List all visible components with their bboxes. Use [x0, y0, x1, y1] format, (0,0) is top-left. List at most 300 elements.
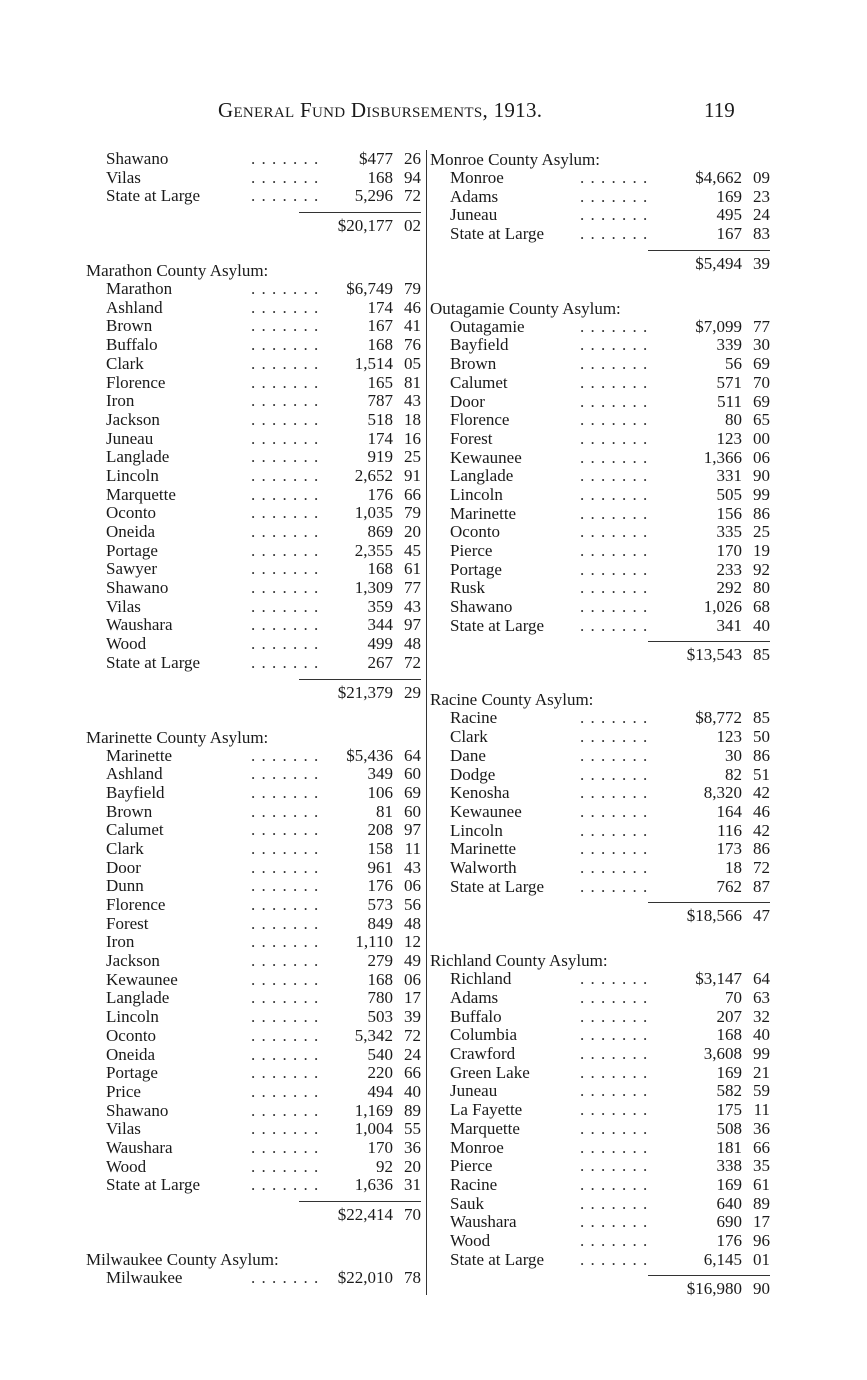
entry-dollars: $8,772: [695, 708, 742, 728]
table-row: [430, 747, 770, 766]
entry-name: State at Large: [106, 652, 201, 672]
entry-cents: 43: [404, 857, 421, 877]
table-row: [430, 1176, 770, 1195]
section-heading: Milwaukee County Asylum:: [86, 1250, 279, 1269]
entry-name: Calumet: [450, 372, 508, 392]
leader-dots: . . . . . . .: [580, 410, 649, 430]
entry-cents: 25: [404, 447, 421, 467]
entry-dollars: 5,296: [354, 186, 393, 206]
entry-dollars: 233: [716, 559, 742, 579]
leader-dots: . . . . . . .: [251, 876, 320, 896]
leader-dots: . . . . . . .: [251, 745, 320, 765]
table-row: [430, 542, 770, 561]
entry-name: Juneau: [450, 1081, 498, 1101]
entry-cents: 51: [753, 764, 770, 784]
entry-dollars: 181: [716, 1137, 742, 1157]
leader-dots: . . . . . . .: [580, 1174, 649, 1194]
table-row: [430, 1101, 770, 1120]
table-row: [430, 225, 770, 244]
entry-cents: 72: [404, 652, 421, 672]
total-dollars: $18,566: [686, 906, 742, 926]
entry-cents: 30: [753, 335, 770, 355]
section-gap: [430, 929, 770, 951]
entry-dollars: 919: [367, 447, 393, 467]
leader-dots: . . . . . . .: [251, 391, 320, 411]
entry-cents: 80: [753, 578, 770, 598]
leader-dots: . . . . . . .: [251, 615, 320, 635]
entry-dollars: $6,749: [346, 279, 393, 299]
entry-name: Ashland: [106, 297, 163, 317]
table-row: [86, 803, 421, 822]
entry-cents: 77: [753, 316, 770, 336]
entry-name: Forest: [106, 913, 149, 933]
leader-dots: . . . . . . .: [580, 764, 649, 784]
leader-dots: . . . . . . .: [580, 1006, 649, 1026]
table-row: [430, 784, 770, 803]
entry-cents: 79: [404, 279, 421, 299]
entry-cents: 42: [753, 820, 770, 840]
entry-name: Portage: [450, 559, 502, 579]
entry-name: Dodge: [450, 764, 496, 784]
entry-name: Clark: [450, 727, 488, 747]
leader-dots: . . . . . . .: [251, 1007, 320, 1027]
table-row: [430, 1082, 770, 1101]
leader-dots: . . . . . . .: [251, 559, 320, 579]
page-title: General Fund Disbursements, 1913.: [218, 98, 543, 122]
entry-dollars: 174: [367, 297, 393, 317]
entry-cents: 91: [404, 465, 421, 485]
entry-name: Wood: [106, 1156, 147, 1176]
entry-name: Adams: [450, 988, 499, 1007]
table-row: [430, 1026, 770, 1045]
entry-name: Price: [106, 1081, 141, 1101]
total-cents: 90: [753, 1279, 770, 1299]
entry-name: Kewaunee: [106, 969, 178, 989]
entry-dollars: 505: [716, 484, 742, 504]
entry-name: Vilas: [106, 596, 141, 616]
entry-cents: 41: [404, 316, 421, 336]
table-row: [86, 784, 421, 803]
section-total: [430, 903, 770, 929]
entry-name: Monroe: [450, 1137, 504, 1157]
entry-name: Columbia: [450, 1025, 518, 1045]
table-row: [86, 1008, 421, 1027]
entry-cents: 76: [404, 335, 421, 355]
leader-dots: . . . . . . .: [251, 279, 320, 299]
entry-dollars: $3,147: [695, 969, 742, 989]
entry-dollars: 168: [367, 969, 393, 989]
entry-name: Marinette: [106, 745, 173, 765]
entry-dollars: 359: [367, 596, 393, 616]
leader-dots: . . . . . . .: [580, 727, 649, 747]
leader-dots: . . . . . . .: [251, 820, 320, 840]
leader-dots: . . . . . . .: [251, 409, 320, 429]
entry-dollars: 279: [367, 951, 393, 971]
entry-cents: 17: [753, 1212, 770, 1232]
leader-dots: . . . . . . .: [251, 186, 320, 206]
entry-name: Vilas: [106, 167, 141, 187]
entry-cents: 12: [404, 932, 421, 952]
entry-name: Forest: [450, 428, 493, 448]
entry-name: Langlade: [106, 447, 170, 467]
table-row: [430, 393, 770, 412]
entry-cents: 72: [753, 857, 770, 877]
total-cents: 47: [753, 906, 770, 926]
entry-name: Wood: [106, 634, 147, 654]
left-column: [86, 150, 421, 1288]
leader-dots: . . . . . . .: [251, 782, 320, 802]
entry-name: Florence: [106, 895, 166, 914]
leader-dots: . . . . . . .: [580, 1156, 649, 1176]
entry-cents: 70: [753, 372, 770, 392]
total-dollars: $13,543: [686, 645, 742, 665]
page-number: 119: [704, 98, 735, 122]
leader-dots: . . . . . . .: [251, 465, 320, 485]
entry-dollars: 344: [367, 615, 393, 635]
entry-name: Dane: [450, 745, 486, 765]
section-total: [86, 680, 421, 706]
entry-dollars: 503: [367, 1007, 393, 1027]
table-row: [86, 411, 421, 430]
leader-dots: . . . . . . .: [580, 466, 649, 486]
entry-name: Racine: [450, 708, 498, 728]
leader-dots: . . . . . . .: [580, 484, 649, 504]
leader-dots: . . . . . . .: [580, 1249, 649, 1269]
leader-dots: . . . . . . .: [580, 578, 649, 598]
page-header: [0, 92, 867, 128]
leader-dots: . . . . . . .: [251, 484, 320, 504]
entry-name: State at Large: [450, 1249, 545, 1269]
entry-dollars: 176: [367, 484, 393, 504]
entry-cents: 36: [753, 1118, 770, 1138]
entry-name: Kenosha: [450, 783, 510, 803]
leader-dots: . . . . . . .: [580, 447, 649, 467]
leader-dots: . . . . . . .: [580, 820, 649, 840]
entry-cents: 40: [753, 615, 770, 635]
table-row: [86, 859, 421, 878]
table-row: [430, 1120, 770, 1139]
leader-dots: . . . . . . .: [580, 969, 649, 989]
leader-dots: . . . . . . .: [251, 428, 320, 448]
entry-name: Wood: [450, 1230, 491, 1250]
entry-dollars: 849: [367, 913, 393, 933]
entry-name: Jackson: [106, 951, 160, 971]
entry-cents: 69: [404, 782, 421, 802]
entry-cents: 11: [404, 838, 421, 858]
table-row: [430, 840, 770, 859]
table-row: [430, 355, 770, 374]
entry-cents: 78: [404, 1268, 421, 1287]
leader-dots: . . . . . . .: [251, 652, 320, 672]
entry-dollars: 2,652: [354, 465, 393, 485]
leader-dots: . . . . . . .: [580, 316, 649, 336]
entry-name: Jackson: [106, 409, 160, 429]
table-row: [430, 1213, 770, 1232]
entry-name: Rusk: [450, 578, 485, 598]
table-row: [86, 616, 421, 635]
leader-dots: . . . . . . .: [251, 1063, 320, 1083]
entry-dollars: 762: [716, 876, 742, 896]
entry-cents: 90: [753, 466, 770, 486]
leader-dots: . . . . . . .: [251, 1268, 320, 1287]
entry-name: Sawyer: [106, 559, 157, 579]
entry-cents: 65: [753, 410, 770, 430]
entry-dollars: 169: [716, 186, 742, 206]
leader-dots: . . . . . . .: [251, 1081, 320, 1101]
entry-cents: 00: [753, 428, 770, 448]
entry-cents: 43: [404, 596, 421, 616]
table-row: [86, 635, 421, 654]
entry-cents: 48: [404, 634, 421, 654]
table-row: [86, 915, 421, 934]
leader-dots: . . . . . . .: [580, 1212, 649, 1232]
entry-dollars: 5,342: [354, 1025, 393, 1045]
entry-cents: 40: [753, 1025, 770, 1045]
entry-dollars: 123: [716, 428, 742, 448]
entry-dollars: 640: [716, 1193, 742, 1213]
entry-name: Green Lake: [450, 1062, 530, 1082]
leader-dots: . . . . . . .: [580, 522, 649, 542]
table-row: [86, 1046, 421, 1065]
entry-cents: 89: [753, 1193, 770, 1213]
table-row: [86, 579, 421, 598]
table-row: [86, 1083, 421, 1102]
entry-name: Lincoln: [450, 484, 503, 504]
leader-dots: . . . . . . .: [580, 168, 649, 187]
table-row: [86, 877, 421, 896]
entry-dollars: 167: [367, 316, 393, 336]
entry-name: Richland: [450, 969, 512, 989]
entry-dollars: 175: [716, 1100, 742, 1120]
table-row: [430, 169, 770, 188]
section-gap: [86, 1228, 421, 1250]
total-cents: 85: [753, 645, 770, 665]
entry-cents: 26: [404, 149, 421, 168]
section-heading: Marinette County Asylum:: [86, 727, 269, 747]
entry-dollars: 8,320: [703, 783, 742, 803]
entry-dollars: 30: [725, 745, 742, 765]
entry-name: Bayfield: [450, 335, 509, 355]
entry-name: Lincoln: [106, 1007, 159, 1027]
table-row: [430, 728, 770, 747]
table-row: [86, 392, 421, 411]
entry-dollars: 170: [716, 541, 742, 560]
entry-name: Oneida: [106, 522, 156, 541]
entry-dollars: 81: [376, 801, 393, 821]
entry-dollars: 167: [716, 224, 742, 244]
entry-name: Waushara: [450, 1212, 517, 1232]
entry-name: Juneau: [106, 428, 154, 448]
entry-cents: 69: [753, 354, 770, 374]
table-row: [430, 1064, 770, 1083]
entry-cents: 20: [404, 1156, 421, 1176]
entry-name: State at Large: [450, 224, 545, 244]
total-cents: 70: [404, 1205, 421, 1224]
table-row: [430, 766, 770, 785]
entry-dollars: 267: [367, 652, 393, 672]
table-row: [86, 765, 421, 784]
entry-dollars: 339: [716, 335, 742, 355]
entry-dollars: $477: [359, 149, 393, 168]
entry-name: Kewaunee: [450, 801, 522, 821]
entry-dollars: 508: [716, 1118, 742, 1138]
entry-name: Shawano: [450, 597, 513, 617]
entry-dollars: 2,355: [354, 540, 393, 560]
entry-dollars: 168: [367, 559, 393, 579]
table-row: [430, 411, 770, 430]
leader-dots: . . . . . . .: [251, 1044, 320, 1064]
entry-name: Iron: [106, 932, 135, 952]
leader-dots: . . . . . . .: [251, 316, 320, 336]
entry-dollars: 176: [367, 876, 393, 896]
leader-dots: . . . . . . .: [251, 1100, 320, 1120]
entry-cents: 17: [404, 988, 421, 1008]
entry-dollars: 92: [376, 1156, 393, 1176]
entry-cents: 46: [404, 297, 421, 317]
entry-cents: 85: [753, 708, 770, 728]
table-row: [86, 448, 421, 467]
table-row: [430, 1139, 770, 1158]
entry-dollars: 165: [367, 372, 393, 392]
entry-cents: 32: [753, 1006, 770, 1026]
leader-dots: . . . . . . .: [251, 932, 320, 952]
leader-dots: . . . . . . .: [580, 783, 649, 803]
leader-dots: . . . . . . .: [580, 597, 649, 617]
leader-dots: . . . . . . .: [580, 876, 649, 896]
entry-name: Shawano: [106, 578, 169, 598]
entry-dollars: 169: [716, 1174, 742, 1194]
entry-dollars: 1,309: [354, 578, 393, 598]
leader-dots: . . . . . . .: [580, 428, 649, 448]
leader-dots: . . . . . . .: [580, 1100, 649, 1120]
table-row: [430, 206, 770, 225]
entry-cents: 72: [404, 1025, 421, 1045]
table-row: [430, 467, 770, 486]
entry-cents: 46: [753, 801, 770, 821]
entry-dollars: 495: [716, 205, 742, 225]
entry-name: Waushara: [106, 615, 173, 635]
leader-dots: . . . . . . .: [580, 708, 649, 728]
entry-dollars: 168: [367, 167, 393, 187]
entry-name: Juneau: [450, 205, 498, 225]
entry-dollars: 207: [716, 1006, 742, 1026]
entry-cents: 92: [753, 559, 770, 579]
entry-name: La Fayette: [450, 1100, 523, 1120]
entry-name: Bayfield: [106, 782, 165, 802]
entry-cents: 72: [404, 186, 421, 206]
table-row: [86, 1176, 421, 1195]
table-row: [430, 336, 770, 355]
leader-dots: . . . . . . .: [251, 297, 320, 317]
entry-dollars: 70: [725, 988, 742, 1007]
total-dollars: $16,980: [686, 1279, 742, 1299]
section-heading: Outagamie County Asylum:: [430, 298, 621, 318]
entry-cents: 42: [753, 783, 770, 803]
leader-dots: . . . . . . .: [251, 969, 320, 989]
section-total: [86, 1202, 421, 1228]
table-row: [86, 355, 421, 374]
leader-dots: . . . . . . .: [580, 1025, 649, 1045]
leader-dots: . . . . . . .: [580, 559, 649, 579]
entry-dollars: 1,169: [354, 1100, 393, 1120]
section-total: [430, 251, 770, 277]
entry-dollars: 573: [367, 895, 393, 914]
leader-dots: . . . . . . .: [580, 1193, 649, 1213]
table-row: [430, 878, 770, 897]
entry-cents: 99: [753, 1044, 770, 1064]
entry-cents: 68: [753, 597, 770, 617]
table-row: [430, 505, 770, 524]
entry-cents: 36: [404, 1137, 421, 1157]
table-row: [430, 561, 770, 580]
table-row: [430, 188, 770, 207]
entry-dollars: $22,010: [337, 1268, 393, 1287]
leader-dots: . . . . . . .: [580, 1118, 649, 1138]
table-row: [86, 467, 421, 486]
entry-dollars: 168: [716, 1025, 742, 1045]
leader-dots: . . . . . . .: [251, 913, 320, 933]
entry-dollars: 499: [367, 634, 393, 654]
entry-cents: 97: [404, 615, 421, 635]
entry-cents: 24: [753, 205, 770, 225]
entry-name: Shawano: [106, 149, 169, 168]
entry-dollars: 341: [716, 615, 742, 635]
leader-dots: . . . . . . .: [580, 839, 649, 859]
leader-dots: . . . . . . .: [251, 578, 320, 598]
column-divider: [426, 150, 427, 1295]
entry-dollars: 349: [367, 764, 393, 784]
entry-name: Waushara: [106, 1137, 173, 1157]
leader-dots: . . . . . . .: [251, 838, 320, 858]
entry-dollars: 168: [367, 335, 393, 355]
entry-cents: 99: [753, 484, 770, 504]
entry-name: Crawford: [450, 1044, 516, 1064]
leader-dots: . . . . . . .: [580, 1044, 649, 1064]
table-row: [86, 989, 421, 1008]
total-dollars: $21,379: [337, 682, 393, 702]
entry-dollars: 169: [716, 1062, 742, 1082]
entry-cents: 79: [404, 503, 421, 523]
table-row: [86, 486, 421, 505]
leader-dots: . . . . . . .: [251, 353, 320, 373]
leader-dots: . . . . . . .: [580, 1137, 649, 1157]
entry-cents: 64: [404, 745, 421, 765]
entry-dollars: 18: [725, 857, 742, 877]
entry-cents: 77: [404, 578, 421, 598]
entry-cents: 43: [404, 391, 421, 411]
entry-cents: 06: [753, 447, 770, 467]
entry-dollars: 176: [716, 1230, 742, 1250]
entry-cents: 40: [404, 1081, 421, 1101]
table-row: [86, 299, 421, 318]
section-gap: [430, 277, 770, 299]
entry-name: Portage: [106, 540, 158, 560]
leader-dots: . . . . . . .: [251, 634, 320, 654]
entry-cents: 81: [404, 372, 421, 392]
entry-cents: 83: [753, 224, 770, 244]
entry-cents: 60: [404, 764, 421, 784]
leader-dots: . . . . . . .: [251, 167, 320, 187]
entry-cents: 06: [404, 876, 421, 896]
entry-name: Langlade: [450, 466, 514, 486]
entry-name: State at Large: [106, 186, 201, 206]
entry-dollars: 1,366: [703, 447, 742, 467]
section-gap: [86, 706, 421, 728]
entry-name: Door: [106, 857, 141, 877]
leader-dots: . . . . . . .: [251, 1025, 320, 1045]
leader-dots: . . . . . . .: [580, 615, 649, 635]
entry-dollars: 494: [367, 1081, 393, 1101]
